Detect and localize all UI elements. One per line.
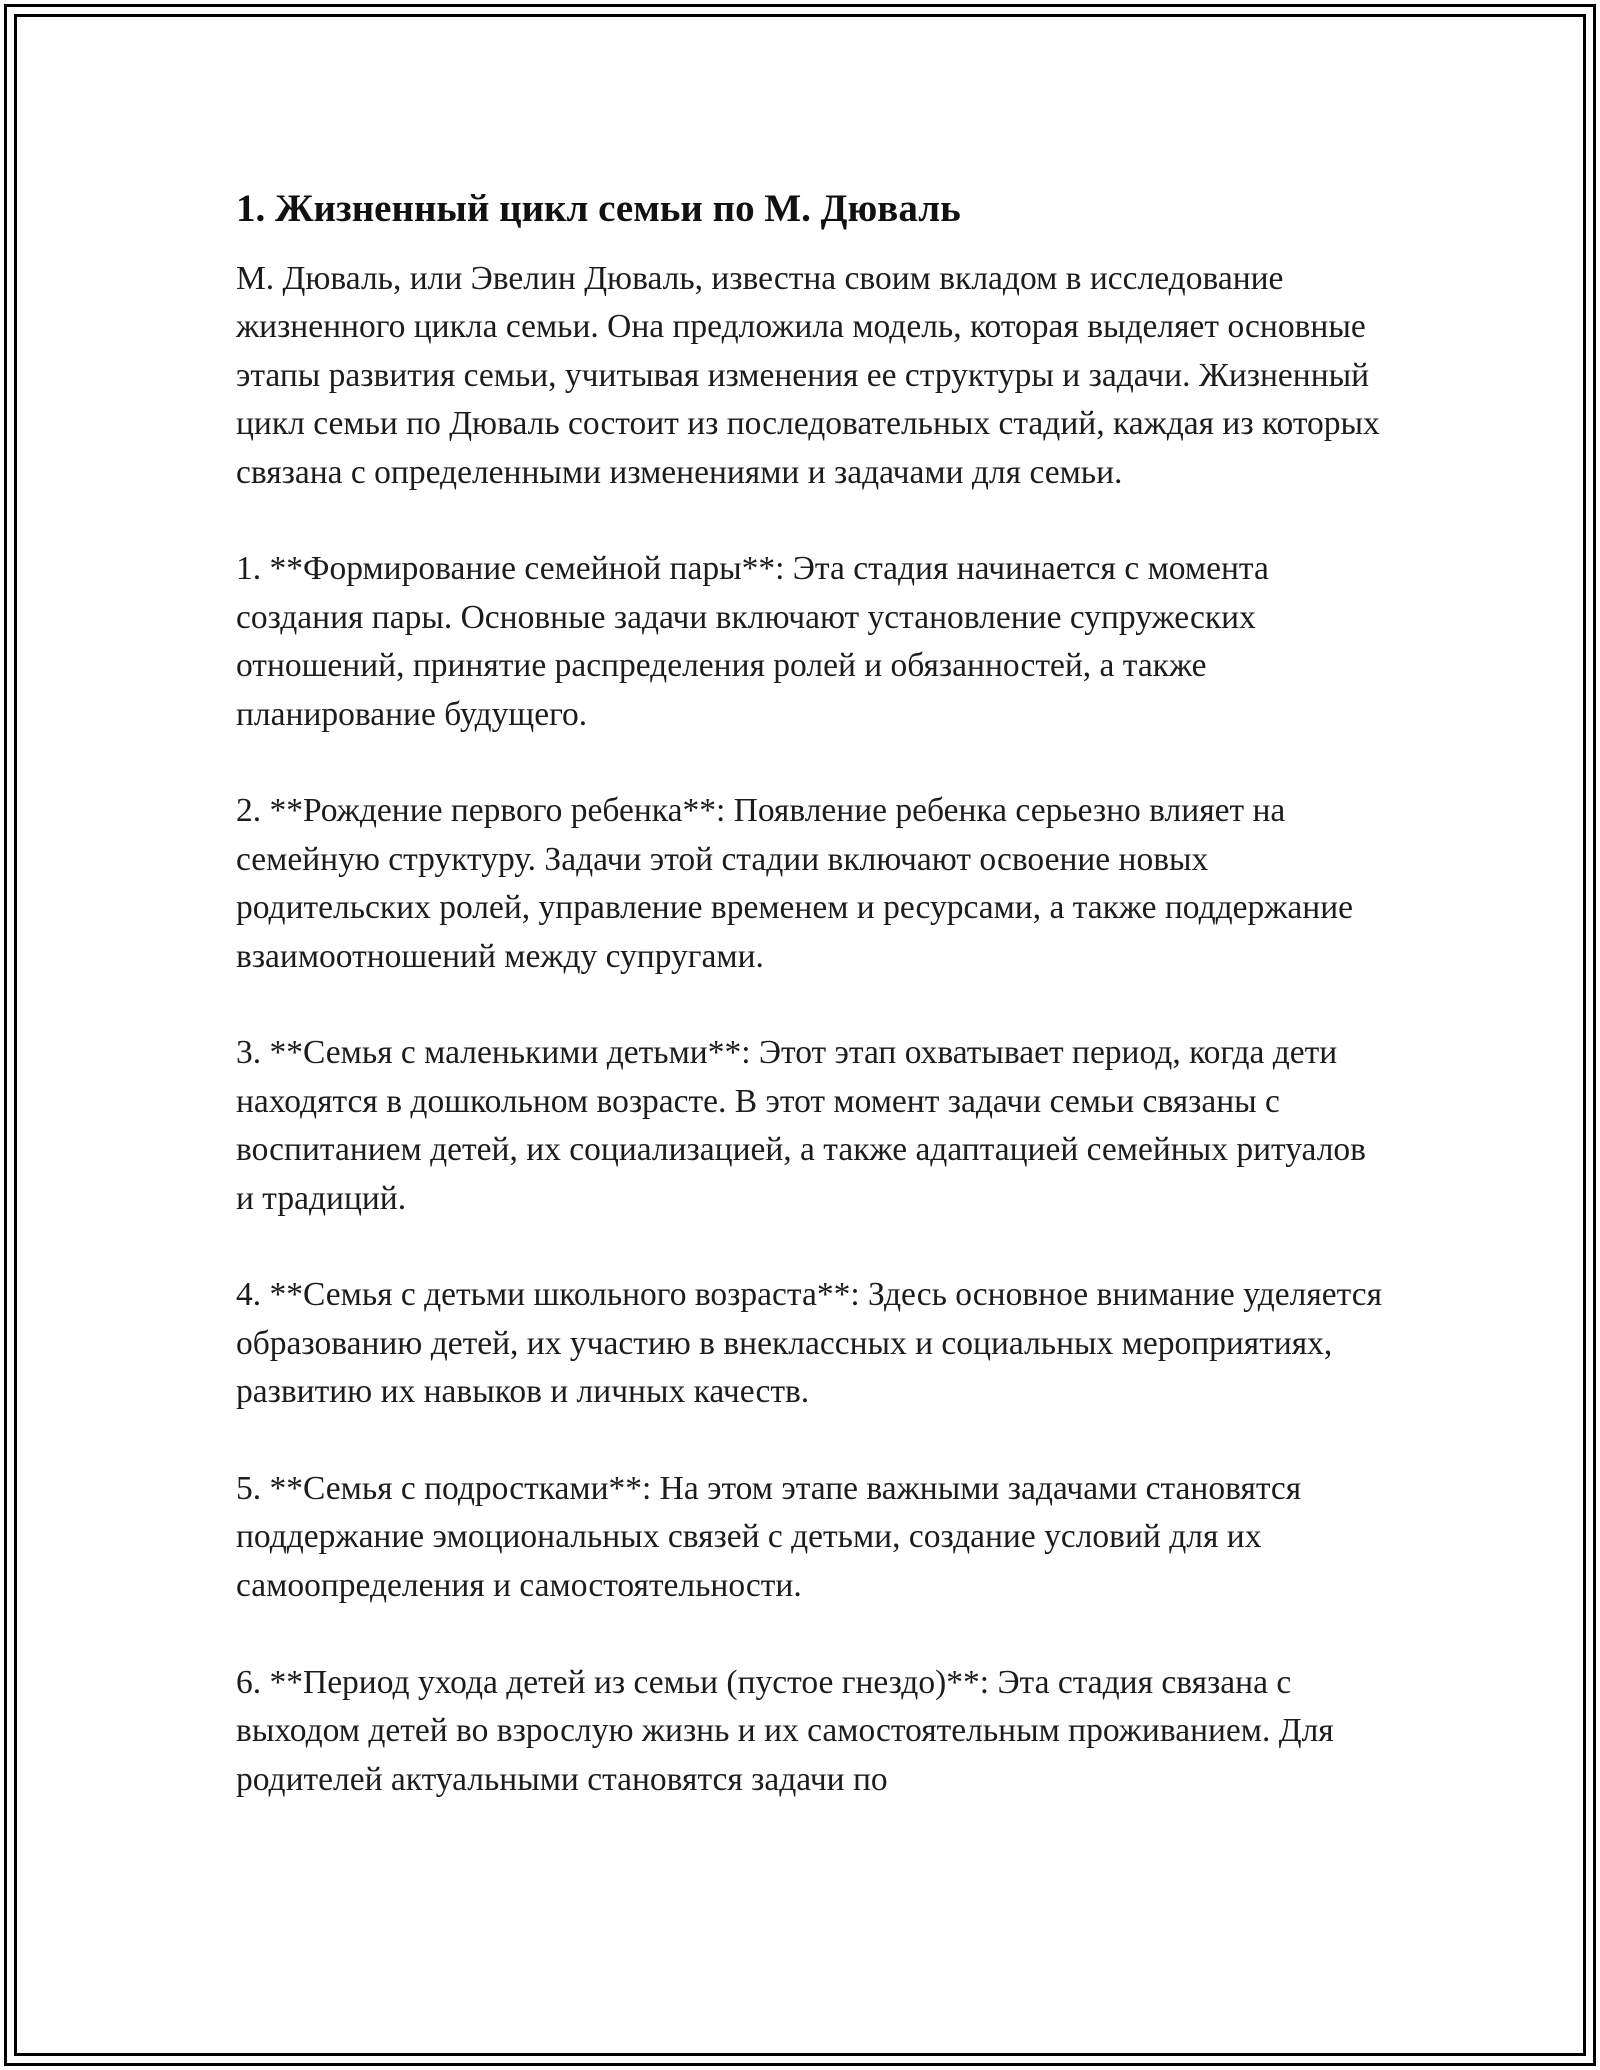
- document-title: 1. Жизненный цикл семьи по М. Дюваль: [236, 187, 961, 230]
- document-body: [236, 185, 1386, 1852]
- stage-1-paragraph: 1. **Формирование семейной пары**: Эта стадия начинается с момента создания пары. Основные задачи включают установление супружеских отношений, принятие распределения ролей и обязанностей, а также планирование будущего.: [236, 550, 1269, 733]
- intro-paragraph: М. Дюваль, или Эвелин Дюваль, известна своим вкладом в исследование жизненного цикла семьи. Она предложила модель, которая выделяет основные этапы развития семьи, учитывая изменения ее структуры и задачи. Жизненный цикл семьи по Дюваль состоит из последовательных стадий, каждая из которых связана с определенными изменениями и задачами для семьи.: [236, 260, 1380, 491]
- stage-4-paragraph: 4. **Семья с детьми школьного возраста**: Здесь основное внимание уделяется образованию детей, их участию в внеклассных и социальных мероприятиях, развитию их навыков и личных качеств.: [236, 1276, 1382, 1411]
- stage-2-paragraph: 2. **Рождение первого ребенка**: Появление ребенка серьезно влияет на семейную структуру. Задачи этой стадии включают освоение новых родительских ролей, управление временем и ресурсами, а также поддержание взаимоотношений между супругами.: [236, 792, 1354, 975]
- stage-3-paragraph: 3. **Семья с маленькими детьми**: Этот этап охватывает период, когда дети находятся в дошкольном возрасте. В этот момент задачи семьи связаны с воспитанием детей, их социализацией, а также адаптацией семейных ритуалов и традиций.: [236, 1034, 1366, 1217]
- stage-5-paragraph: 5. **Семья с подростками**: На этом этапе важными задачами становятся поддержание эмоциональных связей с детьми, создание условий для их самоопределения и самостоятельности.: [236, 1470, 1302, 1604]
- stage-6-paragraph: 6. **Период ухода детей из семьи (пустое гнездо)**: Эта стадия связана с выходом детей во взрослую жизнь и их самостоятельным проживанием. Для родителей актуальными становятся задачи по: [236, 1663, 1334, 1798]
